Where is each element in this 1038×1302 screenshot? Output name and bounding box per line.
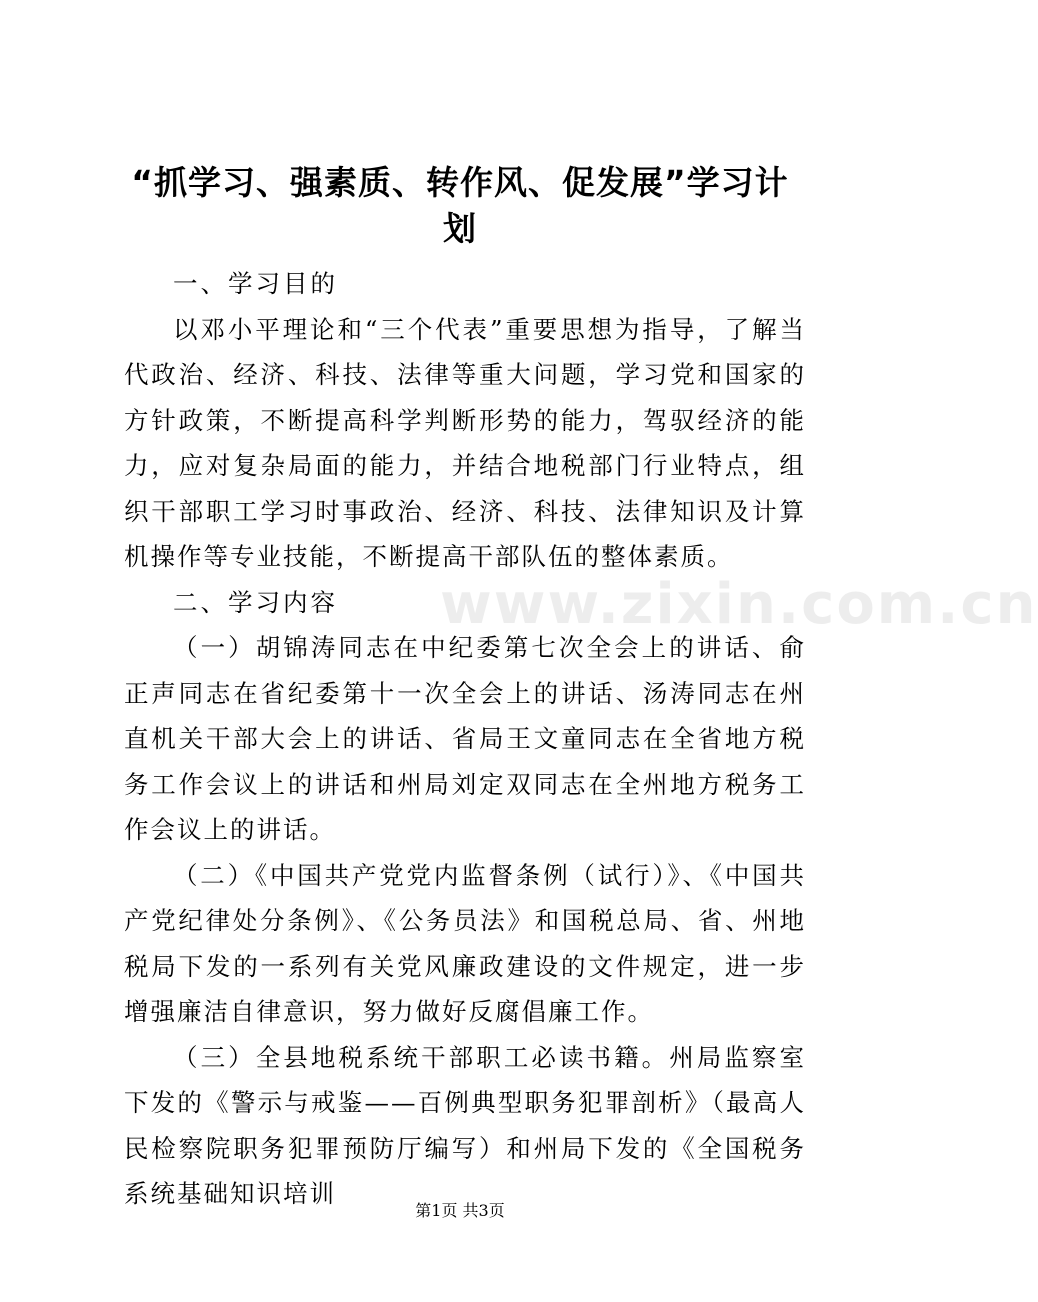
document-body	[124, 261, 806, 1217]
paragraph: （三）全县地税系统干部职工必读书籍。州局监察室下发的《警示与戒鉴——百例典型职务犯罪剖析》（最高人民检察院职务犯罪预防厅编写）和州局下发的《全国税务系统基础知识培训	[124, 1042, 806, 1208]
section-heading: 一、学习目的	[173, 269, 338, 298]
paragraph: （一）胡锦涛同志在中纪委第七次全会上的讲话、俞正声同志在省纪委第十一次全会上的讲话、汤涛同志在州直机关干部大会上的讲话、省局王文童同志在全省地方税务工作会议上的讲话和州局刘定双同志在全州地方税务工作会议上的讲话。	[124, 633, 806, 844]
paragraph: （二）《中国共产党党内监督条例（试行）》、《中国共产党纪律处分条例》、《公务员法》和国税总局、省、州地税局下发的一系列有关党风廉政建设的文件规定，进一步增强廉洁自律意识，努力做好反腐倡廉工作。	[124, 860, 806, 1026]
paragraph: 以邓小平理论和“三个代表”重要思想为指导，了解当代政治、经济、科技、法律等重大问题，学习党和国家的方针政策，不断提高科学判断形势的能力，驾驭经济的能力，应对复杂局面的能力，并结合地税部门行业特点，组织干部职工学习时事政治、经济、科技、法律知识及计算机操作等专业技能，不断提高干部队伍的整体素质。	[124, 314, 806, 571]
page-footer: 第1页 共3页	[415, 1201, 505, 1220]
section-heading: 二、学习内容	[173, 587, 338, 617]
watermark: www.zixin.com.cn	[440, 572, 1038, 637]
document-title: “抓学习、强素质、转作风、促发展”学习计划	[131, 163, 789, 248]
